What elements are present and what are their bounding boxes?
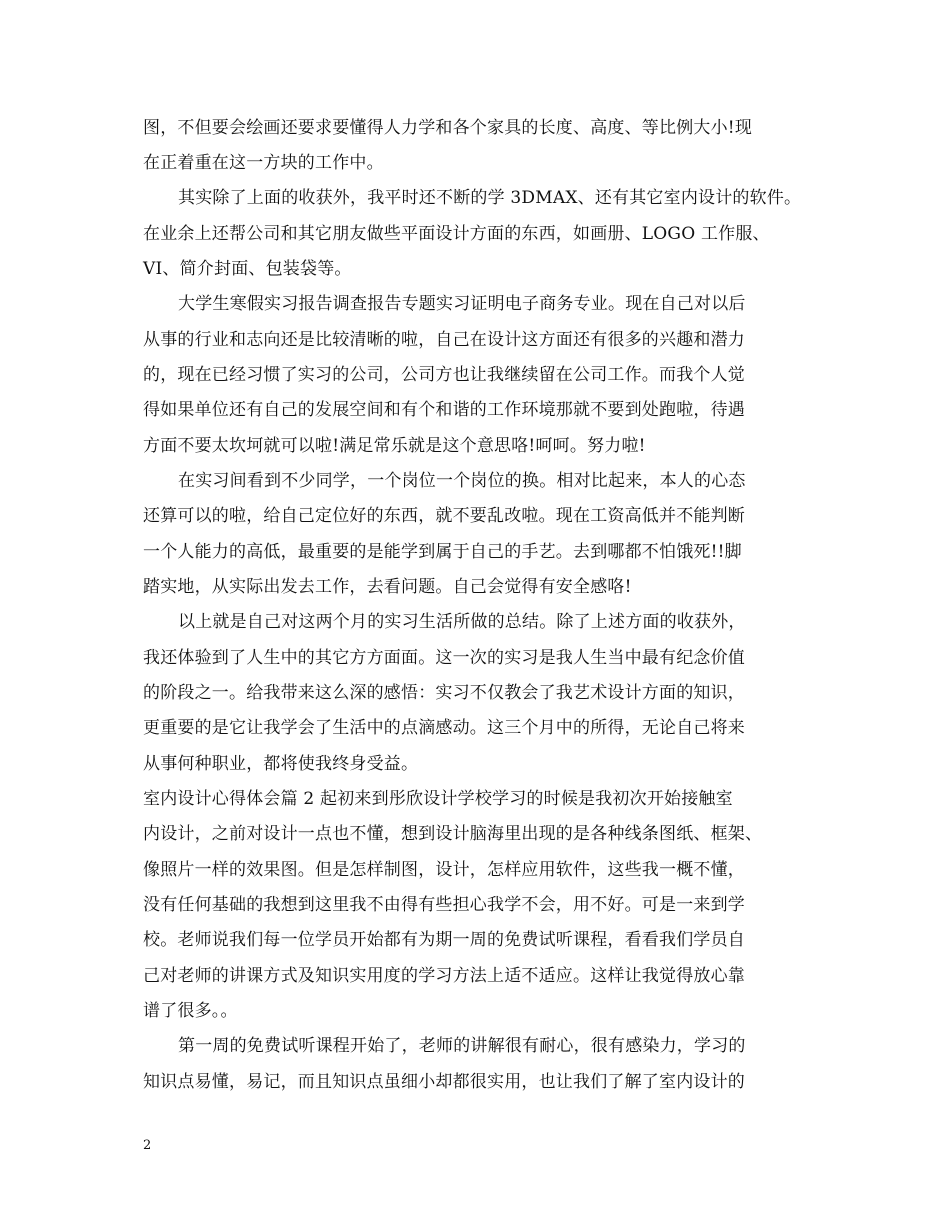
paragraph-start-line: 其实除了上面的收获外，我平时还不断的学 3DMAX、还有其它室内设计的软件。	[178, 188, 802, 208]
text-line: 更重要的是它让我学会了生活中的点滴感动。这三个月中的所得，无论自己将来	[143, 718, 745, 738]
text-line: 我还体验到了人生中的其它方方面面。这一次的实习是我人生当中最有纪念价值	[143, 648, 745, 668]
text-line: 还算可以的啦，给自己定位好的东西，就不要乱改啦。现在工资高低并不能判断	[143, 506, 745, 526]
text-line: VI、简介封面、包装袋等。	[143, 259, 352, 279]
page-number: 2	[143, 1138, 152, 1153]
text-line: 得如果单位还有自己的发展空间和有个和谐的工作环境那就不要到处跑啦，待遇	[143, 400, 745, 420]
paragraph-start-line: 大学生寒假实习报告调查报告专题实习证明电子商务专业。现在自己对以后	[178, 294, 746, 314]
text-line: 知识点易懂，易记，而且知识点虽细小却都很实用，也让我们了解了室内设计的	[143, 1072, 745, 1092]
text-line: 一个人能力的高低，最重要的是能学到属于自己的手艺。去到哪都不怕饿死!!脚	[143, 542, 742, 562]
text-line: 的阶段之一。给我带来这么深的感悟：实习不仅教会了我艺术设计方面的知识，	[143, 683, 745, 703]
paragraph-start-line: 第一周的免费试听课程开始了，老师的讲解很有耐心，很有感染力，学习的	[178, 1036, 746, 1056]
text-line: 从事何种职业，都将使我终身受益。	[143, 754, 419, 774]
text-line: 方面不要太坎坷就可以啦!满足常乐就是这个意思咯!呵呵。努力啦!	[143, 436, 646, 456]
paragraph-start-line: 在实习间看到不少同学，一个岗位一个岗位的换。相对比起来，本人的心态	[178, 471, 746, 491]
text-line: 内设计，之前对设计一点也不懂，想到设计脑海里出现的是各种线条图纸、框架、	[143, 824, 763, 844]
text-line: 没有任何基础的我想到这里我不由得有些担心我学不会，用不好。可是一来到学	[143, 895, 745, 915]
text-line: 从事的行业和志向还是比较清晰的啦，自己在设计这方面还有很多的兴趣和潜力	[143, 330, 745, 350]
text-line: 踏实地，从实际出发去工作，去看问题。自己会觉得有安全感咯!	[143, 577, 632, 597]
text-line: 图，不但要会绘画还要求要懂得人力学和各个家具的长度、高度、等比例大小!现	[143, 118, 753, 138]
text-line: 校。老师说我们每一位学员开始都有为期一周的免费试听课程，看看我们学员自	[143, 930, 745, 950]
text-line: 己对老师的讲课方式及知识实用度的学习方法上适不适应。这样让我觉得放心靠	[143, 966, 745, 986]
section-heading-line: 室内设计心得体会篇 2 起初来到彤欣设计学校学习的时候是我初次开始接触室	[143, 789, 733, 809]
text-line: 在正着重在这一方块的工作中。	[143, 153, 384, 173]
text-line: 像照片一样的效果图。但是怎样制图，设计，怎样应用软件，这些我一概不懂，	[143, 860, 745, 880]
paragraph-start-line: 以上就是自己对这两个月的实习生活所做的总结。除了上述方面的收获外，	[178, 612, 746, 632]
text-line: 在业余上还帮公司和其它朋友做些平面设计方面的东西，如画册、LOGO 工作服、	[143, 224, 770, 244]
text-line: 谱了很多。。	[143, 1001, 238, 1021]
text-line: 的，现在已经习惯了实习的公司，公司方也让我继续留在公司工作。而我个人觉	[143, 365, 745, 385]
